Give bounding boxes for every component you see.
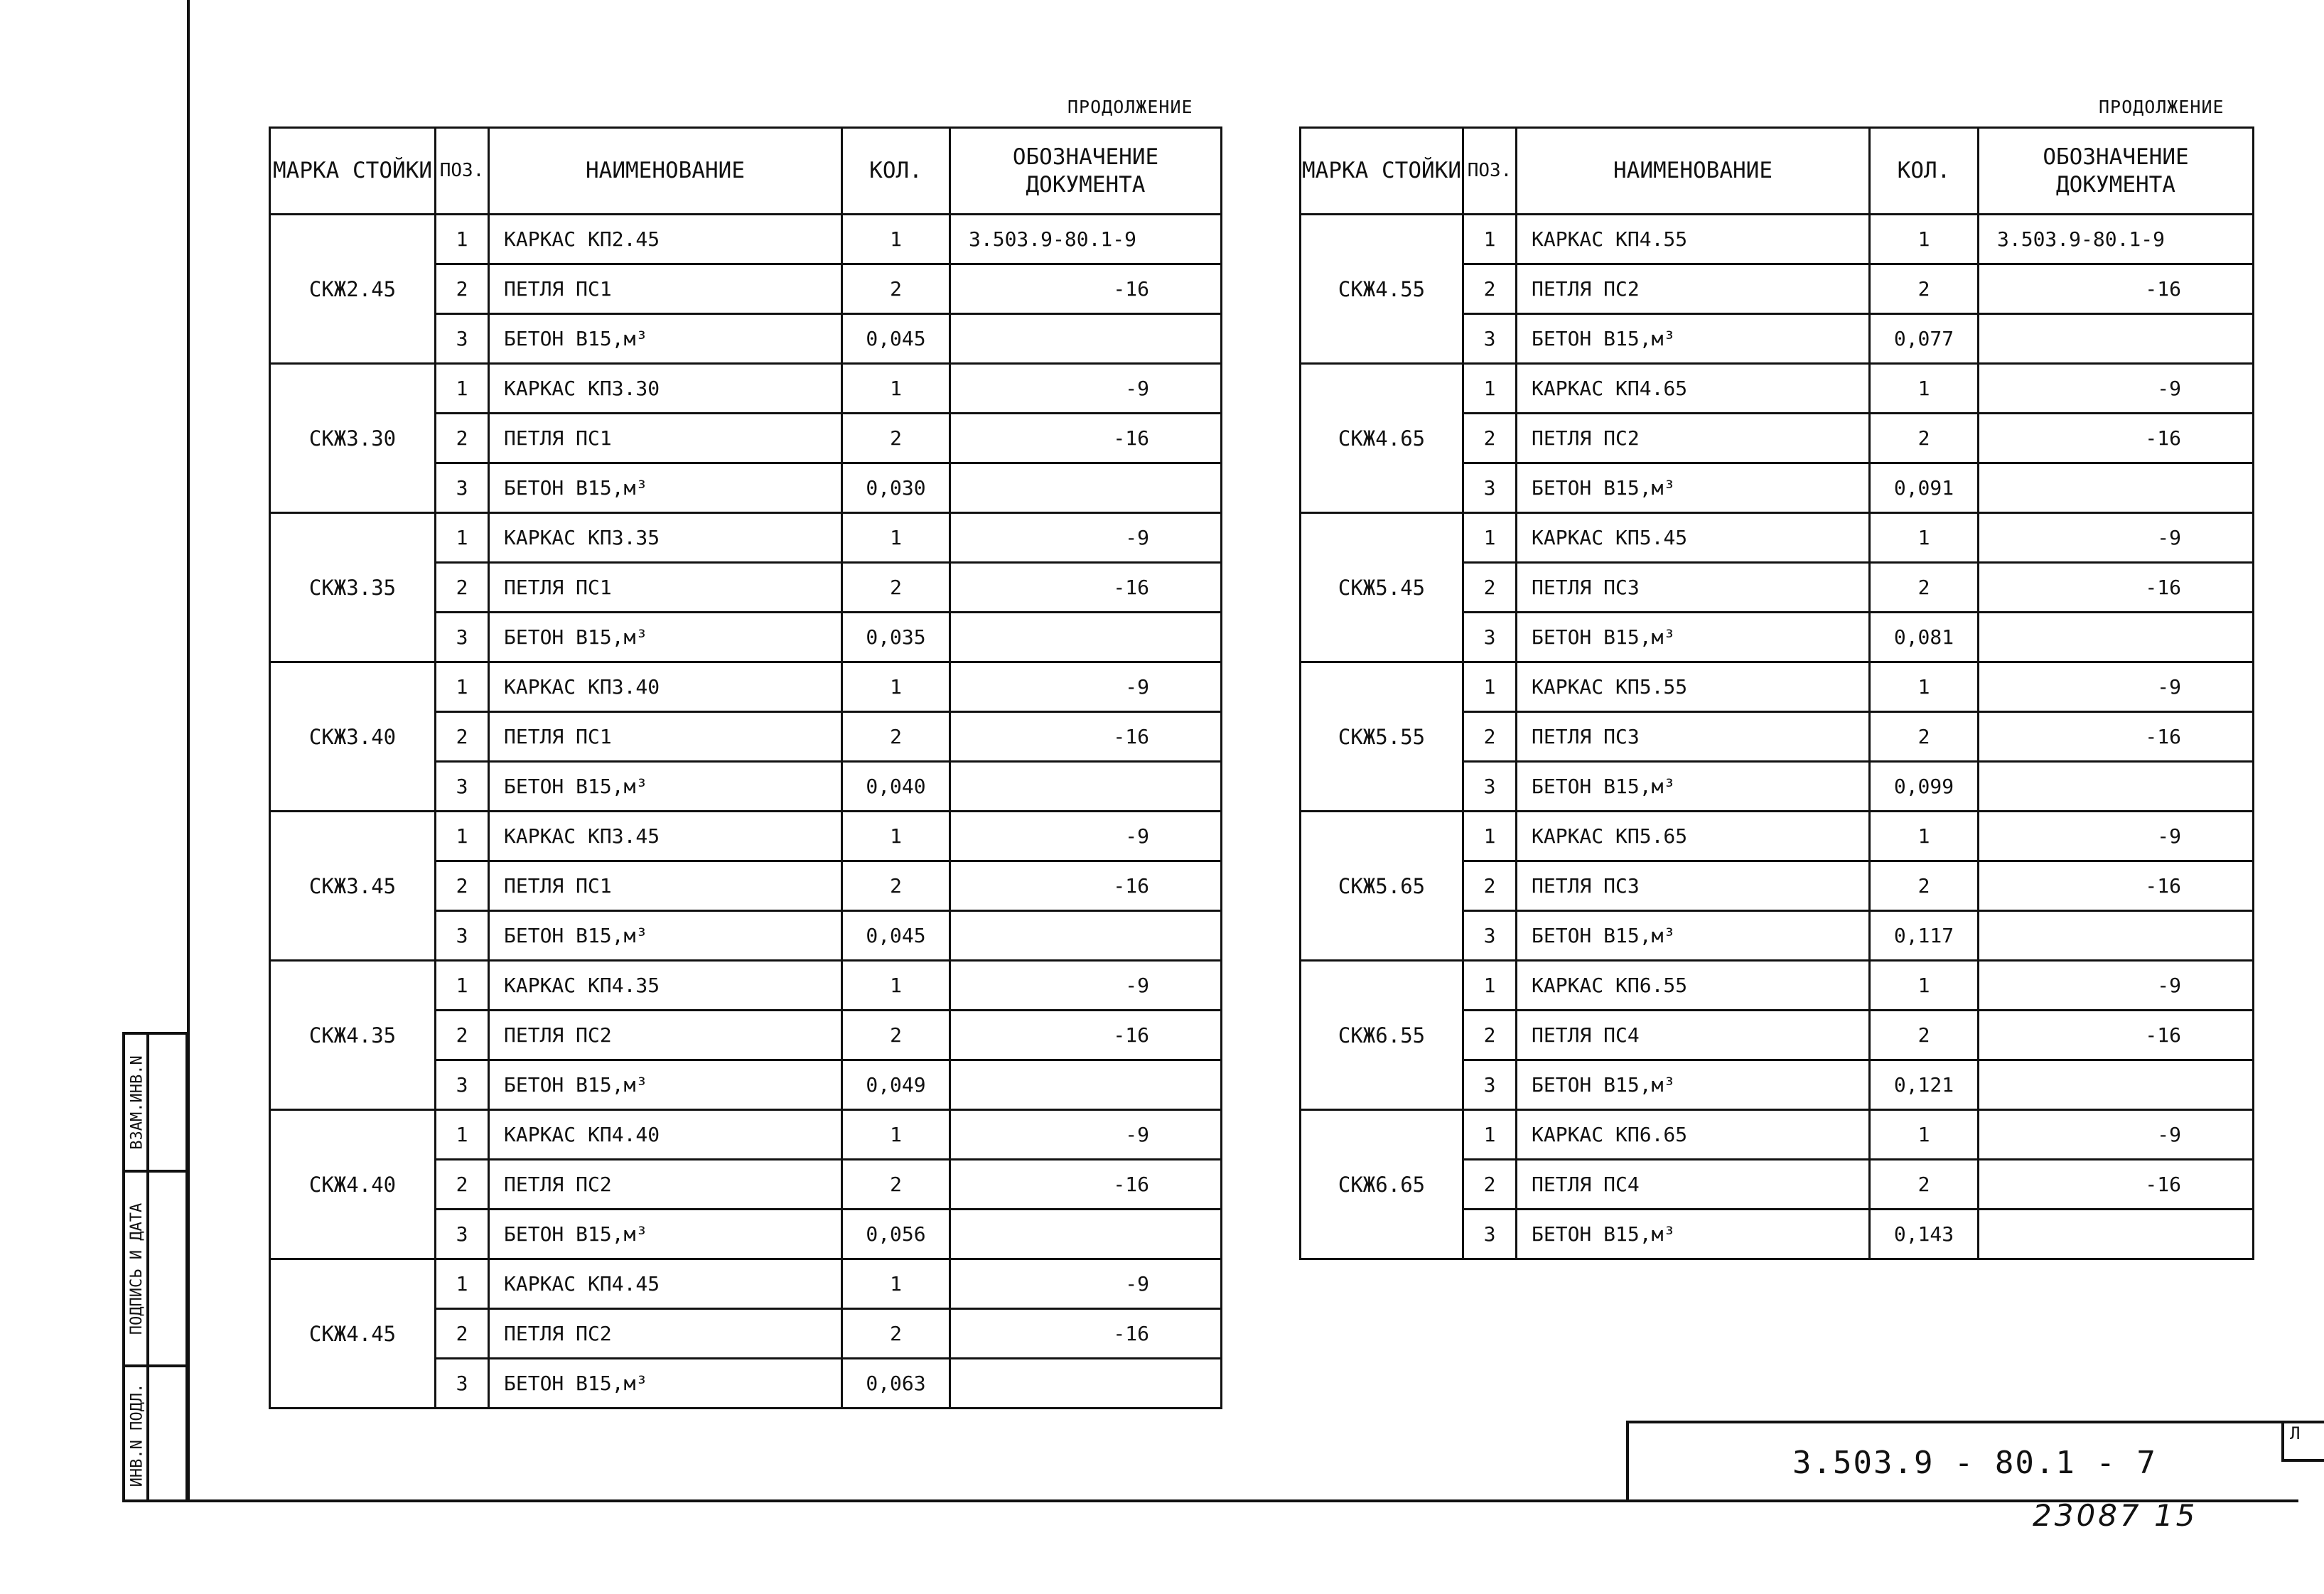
continuation-label-right: ПРОДОЛЖЕНИЕ [2099, 97, 2225, 117]
cell-name: КАРКАС КП4.55 [1517, 215, 1870, 264]
table-row [270, 1110, 1222, 1160]
cell-doc: -9 [1979, 513, 2254, 563]
cell-name: БЕТОН В15,м³ [489, 613, 842, 662]
sheet-label: Л [2290, 1423, 2301, 1443]
cell-pos: 1 [1463, 662, 1517, 712]
cell-pos: 1 [436, 1110, 489, 1160]
cell-mark: СКЖ3.30 [270, 364, 436, 513]
cell-name: БЕТОН В15,м³ [489, 762, 842, 812]
cell-doc [950, 463, 1222, 513]
cell-name: БЕТОН В15,м³ [1517, 1060, 1870, 1110]
cell-name: ПЕТЛЯ ПС2 [489, 1309, 842, 1359]
cell-pos: 3 [436, 1210, 489, 1259]
cell-pos: 1 [1463, 961, 1517, 1011]
cell-doc: -9 [1979, 364, 2254, 414]
table-row [270, 215, 1222, 264]
cell-name: ПЕТЛЯ ПС3 [1517, 712, 1870, 762]
cell-doc: -16 [1979, 712, 2254, 762]
cell-name: БЕТОН В15,м³ [489, 1359, 842, 1409]
cell-pos: 2 [1463, 1160, 1517, 1210]
cell-pos: 1 [436, 513, 489, 563]
cell-name: ПЕТЛЯ ПС2 [489, 1011, 842, 1060]
cell-name: КАРКАС КП6.55 [1517, 961, 1870, 1011]
cell-pos: 1 [436, 1259, 489, 1309]
cell-pos: 1 [436, 215, 489, 264]
cell-pos: 3 [436, 613, 489, 662]
header-doc: ОБОЗНАЧЕНИЕ ДОКУМЕНТА [1979, 128, 2254, 215]
table-row [270, 364, 1222, 414]
cell-pos: 1 [436, 961, 489, 1011]
cell-doc [1979, 314, 2254, 364]
cell-pos: 3 [1463, 463, 1517, 513]
cell-pos: 1 [436, 364, 489, 414]
cell-qty: 2 [842, 861, 950, 911]
cell-name: БЕТОН В15,м³ [489, 911, 842, 961]
cell-qty: 0,040 [842, 762, 950, 812]
cell-qty: 1 [1870, 1110, 1979, 1160]
table-row [270, 961, 1222, 1011]
cell-qty: 1 [1870, 513, 1979, 563]
cell-qty: 2 [1870, 563, 1979, 613]
cell-name: БЕТОН В15,м³ [489, 463, 842, 513]
header-doc: ОБОЗНАЧЕНИЕ ДОКУМЕНТА [950, 128, 1222, 215]
cell-name: КАРКАС КП6.65 [1517, 1110, 1870, 1160]
header-qty: КОЛ. [842, 128, 950, 215]
cell-name: ПЕТЛЯ ПС3 [1517, 861, 1870, 911]
cell-pos: 3 [1463, 1210, 1517, 1259]
cell-doc: -16 [1979, 414, 2254, 463]
cell-pos: 2 [436, 861, 489, 911]
cell-doc: -9 [950, 513, 1222, 563]
spec-table-right [1299, 126, 2254, 1260]
header-row [270, 128, 1222, 215]
cell-qty: 0,091 [1870, 463, 1979, 513]
cell-pos: 2 [1463, 563, 1517, 613]
cell-qty: 0,049 [842, 1060, 950, 1110]
cell-name: ПЕТЛЯ ПС1 [489, 264, 842, 314]
cell-doc [1979, 1060, 2254, 1110]
cell-pos: 1 [436, 812, 489, 861]
table-row [270, 1259, 1222, 1309]
cell-name: БЕТОН В15,м³ [1517, 911, 1870, 961]
cell-name: ПЕТЛЯ ПС1 [489, 861, 842, 911]
cell-mark: СКЖ6.65 [1301, 1110, 1463, 1259]
cell-doc: -9 [950, 1259, 1222, 1309]
side-stamp [122, 1032, 188, 1502]
table-row [270, 513, 1222, 563]
stamp-signature-label: ПОДПИСЬ И ДАТА [128, 1202, 146, 1335]
handwritten-number: 23087 15 [2033, 1498, 2198, 1533]
cell-pos: 3 [1463, 762, 1517, 812]
cell-qty: 0,099 [1870, 762, 1979, 812]
cell-doc [1979, 613, 2254, 662]
cell-qty: 1 [1870, 215, 1979, 264]
cell-qty: 1 [842, 513, 950, 563]
cell-pos: 2 [1463, 414, 1517, 463]
cell-pos: 1 [1463, 1110, 1517, 1160]
cell-name: ПЕТЛЯ ПС2 [489, 1160, 842, 1210]
header-mark: МАРКА СТОЙКИ [270, 128, 436, 215]
cell-name: КАРКАС КП4.45 [489, 1259, 842, 1309]
cell-qty: 0,030 [842, 463, 950, 513]
cell-pos: 2 [436, 712, 489, 762]
cell-pos: 3 [436, 1359, 489, 1409]
table-row [270, 812, 1222, 861]
cell-qty: 0,077 [1870, 314, 1979, 364]
cell-qty: 0,121 [1870, 1060, 1979, 1110]
stamp-vzam-label: ВЗАМ.ИНВ.N [128, 1055, 146, 1150]
table-row [1301, 513, 2254, 563]
cell-name: КАРКАС КП3.30 [489, 364, 842, 414]
cell-doc [950, 314, 1222, 364]
cell-doc [950, 613, 1222, 662]
cell-name: КАРКАС КП4.65 [1517, 364, 1870, 414]
cell-pos: 2 [436, 1011, 489, 1060]
cell-doc [1979, 1210, 2254, 1259]
cell-name: ПЕТЛЯ ПС4 [1517, 1011, 1870, 1060]
cell-pos: 2 [1463, 264, 1517, 314]
cell-doc: -9 [1979, 1110, 2254, 1160]
cell-mark: СКЖ3.35 [270, 513, 436, 662]
cell-doc: -9 [950, 1110, 1222, 1160]
cell-doc: -16 [950, 861, 1222, 911]
cell-qty: 1 [842, 1259, 950, 1309]
table-row [1301, 961, 2254, 1011]
cell-name: ПЕТЛЯ ПС4 [1517, 1160, 1870, 1210]
cell-doc [1979, 463, 2254, 513]
cell-name: КАРКАС КП3.35 [489, 513, 842, 563]
cell-qty: 0,035 [842, 613, 950, 662]
cell-name: БЕТОН В15,м³ [1517, 314, 1870, 364]
cell-doc: -9 [950, 662, 1222, 712]
cell-qty: 2 [842, 712, 950, 762]
cell-qty: 1 [842, 662, 950, 712]
cell-pos: 3 [1463, 314, 1517, 364]
cell-doc: 3.503.9-80.1-9 [1979, 215, 2254, 264]
cell-doc: -16 [950, 1011, 1222, 1060]
cell-name: БЕТОН В15,м³ [1517, 762, 1870, 812]
cell-name: БЕТОН В15,м³ [1517, 613, 1870, 662]
cell-pos: 1 [1463, 364, 1517, 414]
cell-name: БЕТОН В15,м³ [489, 1060, 842, 1110]
cell-qty: 0,143 [1870, 1210, 1979, 1259]
cell-pos: 3 [436, 911, 489, 961]
cell-name: КАРКАС КП3.40 [489, 662, 842, 712]
cell-qty: 2 [1870, 1011, 1979, 1060]
table-row [270, 662, 1222, 712]
cell-pos: 1 [1463, 513, 1517, 563]
cell-name: ПЕТЛЯ ПС1 [489, 712, 842, 762]
cell-name: КАРКАС КП4.35 [489, 961, 842, 1011]
cell-mark: СКЖ6.55 [1301, 961, 1463, 1110]
cell-doc: -16 [950, 1309, 1222, 1359]
cell-doc: -16 [950, 563, 1222, 613]
cell-qty: 2 [1870, 414, 1979, 463]
table-row [1301, 662, 2254, 712]
cell-pos: 3 [436, 463, 489, 513]
cell-pos: 2 [436, 1309, 489, 1359]
cell-name: КАРКАС КП2.45 [489, 215, 842, 264]
cell-qty: 1 [1870, 961, 1979, 1011]
cell-doc: -16 [950, 414, 1222, 463]
cell-qty: 2 [1870, 861, 1979, 911]
table-row [1301, 364, 2254, 414]
cell-doc [950, 1060, 1222, 1110]
cell-qty: 0,081 [1870, 613, 1979, 662]
cell-qty: 0,056 [842, 1210, 950, 1259]
document-code: 3.503.9 - 80.1 - 7 [1792, 1445, 2157, 1481]
cell-doc: -16 [1979, 264, 2254, 314]
header-qty: КОЛ. [1870, 128, 1979, 215]
cell-pos: 2 [1463, 861, 1517, 911]
cell-mark: СКЖ4.45 [270, 1259, 436, 1409]
cell-pos: 3 [436, 1060, 489, 1110]
cell-qty: 0,045 [842, 314, 950, 364]
cell-doc: -9 [1979, 961, 2254, 1011]
cell-doc: -9 [950, 364, 1222, 414]
cell-name: БЕТОН В15,м³ [489, 314, 842, 364]
cell-doc [1979, 911, 2254, 961]
cell-name: БЕТОН В15,м³ [489, 1210, 842, 1259]
cell-qty: 1 [842, 364, 950, 414]
cell-qty: 2 [842, 1309, 950, 1359]
header-pos: ПОЗ. [1463, 128, 1517, 215]
header-name: НАИМЕНОВАНИЕ [1517, 128, 1870, 215]
cell-pos: 2 [1463, 712, 1517, 762]
cell-name: ПЕТЛЯ ПС1 [489, 563, 842, 613]
cell-qty: 0,063 [842, 1359, 950, 1409]
cell-name: КАРКАС КП3.45 [489, 812, 842, 861]
cell-mark: СКЖ4.65 [1301, 364, 1463, 513]
header-name: НАИМЕНОВАНИЕ [489, 128, 842, 215]
cell-pos: 3 [436, 762, 489, 812]
cell-doc: -9 [1979, 812, 2254, 861]
cell-name: ПЕТЛЯ ПС3 [1517, 563, 1870, 613]
cell-doc: -16 [950, 1160, 1222, 1210]
cell-doc [950, 911, 1222, 961]
cell-doc: -16 [950, 712, 1222, 762]
cell-name: КАРКАС КП5.65 [1517, 812, 1870, 861]
header-row [1301, 128, 2254, 215]
cell-qty: 1 [1870, 662, 1979, 712]
cell-qty: 1 [842, 215, 950, 264]
cell-doc [950, 1359, 1222, 1409]
cell-name: КАРКАС КП5.55 [1517, 662, 1870, 712]
cell-qty: 1 [842, 961, 950, 1011]
cell-qty: 2 [842, 264, 950, 314]
cell-qty: 1 [842, 812, 950, 861]
cell-doc: -16 [950, 264, 1222, 314]
stamp-inventory-label: ИНВ.N ПОДЛ. [128, 1383, 146, 1487]
continuation-label-left: ПРОДОЛЖЕНИЕ [1067, 97, 1193, 117]
sheet-box [2281, 1421, 2324, 1462]
cell-pos: 1 [1463, 812, 1517, 861]
cell-qty: 0,117 [1870, 911, 1979, 961]
cell-qty: 2 [842, 414, 950, 463]
cell-pos: 3 [1463, 911, 1517, 961]
cell-pos: 2 [1463, 1011, 1517, 1060]
cell-qty: 2 [1870, 712, 1979, 762]
cell-name: КАРКАС КП4.40 [489, 1110, 842, 1160]
cell-pos: 2 [436, 563, 489, 613]
cell-pos: 3 [1463, 613, 1517, 662]
cell-qty: 2 [1870, 264, 1979, 314]
cell-qty: 2 [842, 1011, 950, 1060]
cell-doc: -16 [1979, 861, 2254, 911]
cell-pos: 3 [436, 314, 489, 364]
cell-doc: -9 [950, 812, 1222, 861]
cell-doc [950, 762, 1222, 812]
cell-mark: СКЖ5.45 [1301, 513, 1463, 662]
title-block [1626, 1421, 2308, 1501]
cell-name: БЕТОН В15,м³ [1517, 463, 1870, 513]
table-row [1301, 1110, 2254, 1160]
cell-doc: -16 [1979, 1011, 2254, 1060]
cell-mark: СКЖ2.45 [270, 215, 436, 364]
cell-pos: 3 [1463, 1060, 1517, 1110]
cell-qty: 2 [1870, 1160, 1979, 1210]
cell-mark: СКЖ4.55 [1301, 215, 1463, 364]
cell-qty: 2 [842, 563, 950, 613]
cell-doc: 3.503.9-80.1-9 [950, 215, 1222, 264]
cell-qty: 0,045 [842, 911, 950, 961]
cell-name: КАРКАС КП5.45 [1517, 513, 1870, 563]
cell-doc: -9 [950, 961, 1222, 1011]
cell-pos: 2 [436, 1160, 489, 1210]
spec-table-left [269, 126, 1222, 1409]
header-pos: ПОЗ. [436, 128, 489, 215]
cell-pos: 1 [1463, 215, 1517, 264]
cell-pos: 2 [436, 264, 489, 314]
cell-qty: 1 [1870, 364, 1979, 414]
cell-name: БЕТОН В15,м³ [1517, 1210, 1870, 1259]
cell-name: ПЕТЛЯ ПС2 [1517, 414, 1870, 463]
cell-mark: СКЖ5.55 [1301, 662, 1463, 812]
cell-name: ПЕТЛЯ ПС2 [1517, 264, 1870, 314]
cell-name: ПЕТЛЯ ПС1 [489, 414, 842, 463]
cell-pos: 2 [436, 414, 489, 463]
cell-mark: СКЖ3.40 [270, 662, 436, 812]
cell-qty: 1 [1870, 812, 1979, 861]
cell-mark: СКЖ4.40 [270, 1110, 436, 1259]
cell-doc [950, 1210, 1222, 1259]
cell-doc: -16 [1979, 563, 2254, 613]
cell-qty: 1 [842, 1110, 950, 1160]
table-row [1301, 812, 2254, 861]
cell-qty: 2 [842, 1160, 950, 1210]
cell-mark: СКЖ5.65 [1301, 812, 1463, 961]
cell-pos: 1 [436, 662, 489, 712]
table-row [1301, 215, 2254, 264]
cell-doc [1979, 762, 2254, 812]
header-mark: МАРКА СТОЙКИ [1301, 128, 1463, 215]
cell-doc: -16 [1979, 1160, 2254, 1210]
cell-mark: СКЖ4.35 [270, 961, 436, 1110]
cell-doc: -9 [1979, 662, 2254, 712]
cell-mark: СКЖ3.45 [270, 812, 436, 961]
